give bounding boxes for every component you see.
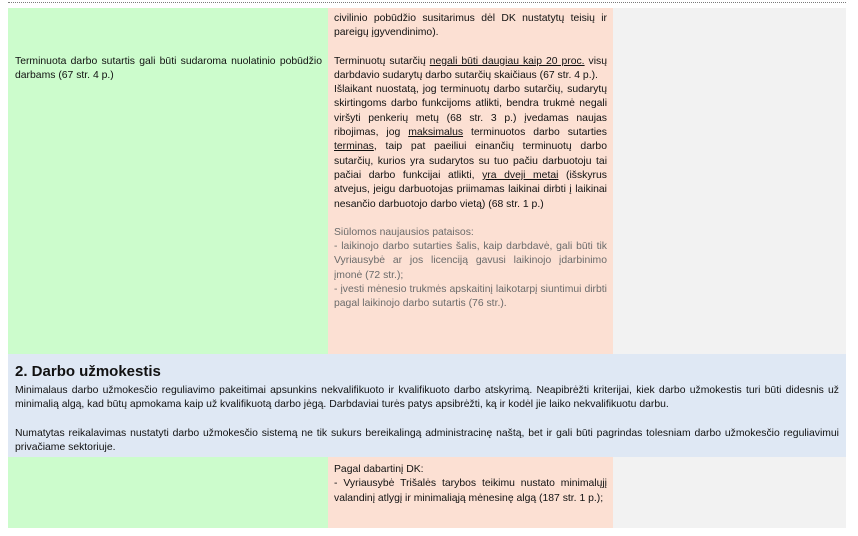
- new-law-cell: [328, 457, 613, 528]
- new-law-cell: [328, 8, 613, 354]
- current-law-cell: [8, 457, 328, 528]
- comment-cell: [613, 457, 846, 528]
- limit-underline: negali būti daugiau kaip 20 proc.: [429, 55, 585, 67]
- section-wages: [8, 354, 846, 457]
- current-law-cell: [8, 8, 328, 354]
- new-law-continuation: civilinio pobūdžio susitarimus dėl DK nustatytų teisių ir pareigų įgyvendinimo).: [334, 13, 607, 39]
- comparison-row-minimum-wage: [8, 457, 846, 528]
- current-law-text: Terminuota darbo sutartis gali būti sudaroma nuolatinio pobūdžio darbams (67 str. 4 p.): [15, 56, 322, 82]
- fixed-term-limit-paragraph: Terminuotų sutarčių negali būti daugiau kaip 20 proc. visų darbdavio sudarytų darbo sutarčių skaičiaus (67 str. 4 p.).: [334, 55, 607, 81]
- current-dk-text: - Vyriausybė Trišalės tarybos teikimu nustato minimalųjį valandinį atlygį ir minimaliąją mėnesinę algą (187 str. 1 p.);: [334, 478, 607, 504]
- amendments-title: Siūlomos naujausios pataisos:: [334, 226, 474, 238]
- current-dk-title: Pagal dabartinį DK:: [334, 464, 424, 475]
- comparison-row-fixed-term: [8, 8, 846, 354]
- section-paragraph: Minimalaus darbo užmokesčio reguliavimo pakeitimai apsunkins nekvalifikuoto ir kvalifikuoto darbo atskyrimą. Neapibrėžti kriterijai, kiek darbo užmokestis turi būti didesnis už minimalią algą, kad būtų apmokama kaip už kvalifikuotą darbo jėgą. Darbdaviai turės patys apsibrėžti, ką ir kodėl jie laiko nekvalifikuotu darbu.: [15, 385, 839, 411]
- amendment-item: - laikinojo darbo sutarties šalis, kaip darbdavė, gali būti tik Vyriausybė ar jos licenciją gavusi laikinojo įdarbinimo įmonė (72 str.);: [334, 241, 607, 281]
- section-heading: 2. Darbo užmokestis: [15, 363, 161, 380]
- max-term-paragraph: Išlaikant nuostatą, jog terminuotų darbo sutarčių, sudarytų skirtingoms darbo funkcijoms atlikti, bendra trukmė negali viršyti penkerių metų (68 str. 3 p.) įvedamas naujas ribojimas, jog maksimalus terminuotos darbo sutarties terminas, taip pat paeiliui einančių terminuotų darbo sutarčių, kurios yra sudarytos su tuo pačiu darbuotoju tai pačiai darbo funkcijai atlikti, yra dveji metai (išskyrus atvejus, jeigu darbuotojas priimamas laikinai dirbti į laikinai nesančio darbuotojo darbo vietą) (68 str. 1 p.): [334, 84, 607, 210]
- amendment-item: - įvesti mėnesio trukmės apskaitinį laikotarpį siuntimui dirbti pagal laikinojo darbo sutartis (76 str.).: [334, 284, 607, 310]
- comment-cell: [613, 8, 846, 354]
- top-dotted-divider: [8, 2, 846, 3]
- section-paragraph: Numatytas reikalavimas nustatyti darbo užmokesčio sistemą ne tik sukurs bereikalingą administracinę naštą, bet ir gali būti pagrindas tolesniam darbo užmokesčio reguliavimui privačiame sektoriuje.: [15, 427, 839, 453]
